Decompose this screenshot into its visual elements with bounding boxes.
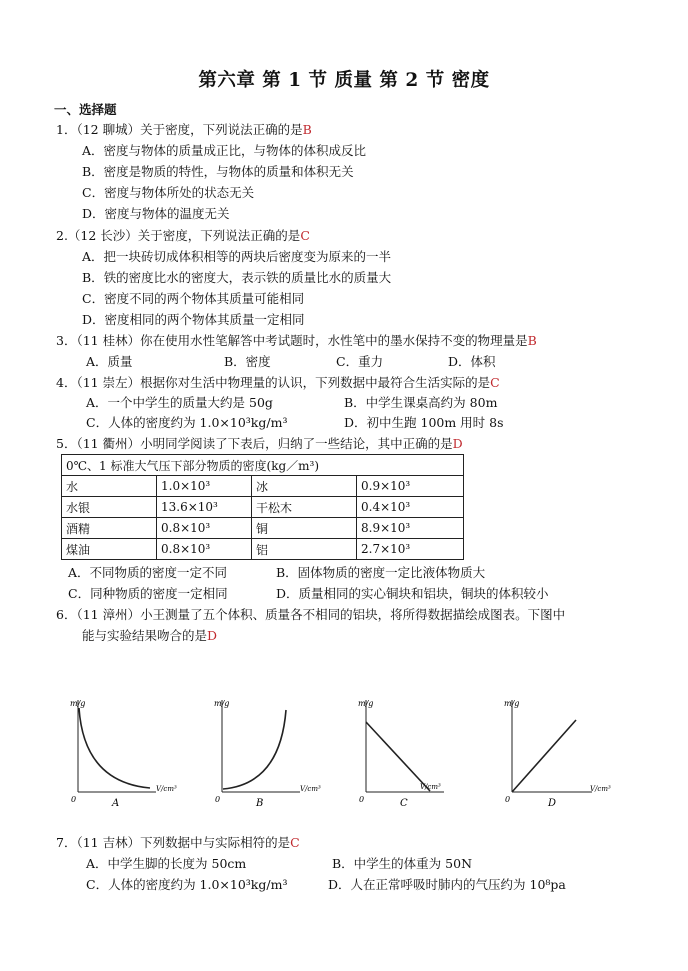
question-7 [56, 833, 300, 853]
question-stem: 7．（11 吉林）下列数据中与实际相符的是 [56, 835, 291, 850]
graph-d [496, 692, 628, 810]
option-a: A．不同物质的密度一定不同 [68, 565, 228, 580]
graph-c [350, 692, 482, 810]
question-stem: 3．（11 桂林）你在使用水性笔解答中考试题时，水性笔中的墨水保持不变的物理量是 [56, 333, 528, 348]
table-row [62, 497, 464, 518]
answer: C [290, 835, 300, 850]
table-cell: 0.8×10³ [157, 539, 252, 560]
question-stem: 2.（12 长沙）关于密度，下列说法正确的是 [56, 228, 301, 243]
option-b: B．铁的密度比水的密度大，表示铁的质量比水的质量大 [82, 270, 392, 285]
y-axis-label: m/g [70, 699, 86, 708]
graph-a [62, 692, 194, 810]
graph-label: D [548, 798, 557, 809]
table-cell: 13.6×10³ [157, 497, 252, 518]
table-row [62, 539, 464, 560]
x-axis-label: V/cm³ [156, 785, 177, 793]
answer: C [300, 228, 310, 243]
option-c: C．密度不同的两个物体其质量可能相同 [82, 291, 305, 306]
table-cell: 铝 [252, 539, 357, 560]
table-caption: 0℃、1 标准大气压下部分物质的密度(kg／m³) [62, 455, 464, 476]
option-d: D．密度相同的两个物体其质量一定相同 [82, 312, 305, 327]
question-1 [56, 120, 312, 140]
option-b: B．中学生的体重为 50N [332, 856, 473, 871]
table-cell: 冰 [252, 476, 357, 497]
table-cell: 干松木 [252, 497, 357, 518]
option-d: D．体积 [448, 354, 496, 369]
table-caption-row [62, 455, 464, 476]
table-cell: 铜 [252, 518, 357, 539]
graph-label: A [112, 798, 120, 809]
graph-label: B [256, 798, 264, 809]
option-a: A．中学生脚的长度为 50cm [86, 856, 247, 871]
question-stem: 1．（12 聊城）关于密度，下列说法正确的是 [56, 122, 303, 137]
option-c: C．重力 [336, 354, 384, 369]
option-c: C．密度与物体所处的状态无关 [82, 185, 255, 200]
table-cell: 0.4×10³ [357, 497, 464, 518]
table-cell: 水 [62, 476, 157, 497]
curve [79, 708, 150, 788]
option-a: A．质量 [86, 354, 133, 369]
option-c: C．人体的密度约为 1.0×10³kg/m³ [86, 415, 288, 430]
question-stem: 能与实验结果吻合的是 [82, 628, 208, 643]
option-b: B．固体物质的密度一定比液体物质大 [276, 565, 486, 580]
answer: D [207, 628, 218, 643]
x-axis-label: V/cm³ [300, 785, 321, 793]
table-cell: 水银 [62, 497, 157, 518]
question-stem: 4．（11 崇左）根据你对生活中物理量的认识，下列数据中最符合生活实际的是 [56, 375, 491, 390]
table-cell: 0.9×10³ [357, 476, 464, 497]
option-b: B．中学生课桌高约为 80m [344, 395, 498, 410]
line [512, 720, 576, 792]
curve [223, 710, 286, 789]
answer: B [527, 333, 537, 348]
answer: B [302, 122, 312, 137]
origin-label: 0 [359, 795, 365, 804]
origin-label: 0 [505, 795, 511, 804]
table-row [62, 518, 464, 539]
question-4 [56, 373, 500, 393]
graph-label: C [400, 798, 408, 809]
y-axis-label: m/g [358, 699, 374, 708]
page-title: 第六章 第 1 节 质量 第 2 节 密度 [198, 70, 490, 91]
question-6-line-1: 6．（11 漳州）小王测量了五个体积、质量各不相同的铝块，将所得数据描绘成图表。下图中 [56, 607, 566, 622]
section-heading: 一、选择题 [54, 102, 117, 117]
option-a: A．把一块砖切成体积相等的两块后密度变为原来的一半 [82, 249, 392, 264]
question-3 [56, 331, 537, 351]
option-a: A．密度与物体的质量成正比，与物体的体积成反比 [82, 143, 367, 158]
question-2 [56, 226, 310, 246]
y-axis-label: m/g [214, 699, 230, 708]
origin-label: 0 [71, 795, 77, 804]
answer: D [452, 436, 463, 451]
table-cell: 煤油 [62, 539, 157, 560]
graph-b [206, 692, 338, 810]
question-6-line-2 [82, 626, 217, 646]
answer: C [490, 375, 500, 390]
x-axis-label: V/cm³ [590, 785, 611, 793]
option-d: D．人在正常呼吸时肺内的气压约为 10⁸pa [328, 877, 566, 892]
option-d: D．初中生跑 100m 用时 8s [344, 415, 504, 430]
line [366, 722, 430, 791]
table-cell: 1.0×10³ [157, 476, 252, 497]
y-axis-label: m/g [504, 699, 520, 708]
option-b: B．密度 [224, 354, 271, 369]
question-5 [56, 434, 463, 454]
density-table [61, 454, 464, 560]
option-c: C．同种物质的密度一定相同 [68, 586, 228, 601]
option-c: C．人体的密度约为 1.0×10³kg/m³ [86, 877, 288, 892]
option-b: B．密度是物质的特性，与物体的质量和体积无关 [82, 164, 354, 179]
x-axis-label: V/cm³ [420, 783, 441, 791]
table-cell: 酒精 [62, 518, 157, 539]
table-cell: 8.9×10³ [357, 518, 464, 539]
table-row [62, 476, 464, 497]
table-cell: 2.7×10³ [357, 539, 464, 560]
option-d: D．质量相同的实心铜块和铝块，铜块的体积较小 [276, 586, 549, 601]
option-a: A．一个中学生的质量大约是 50g [86, 395, 273, 410]
origin-label: 0 [215, 795, 221, 804]
table-cell: 0.8×10³ [157, 518, 252, 539]
question-stem: 5．（11 衢州）小明同学阅读了下表后，归纳了一些结论，其中正确的是 [56, 436, 453, 451]
option-d: D．密度与物体的温度无关 [82, 206, 230, 221]
